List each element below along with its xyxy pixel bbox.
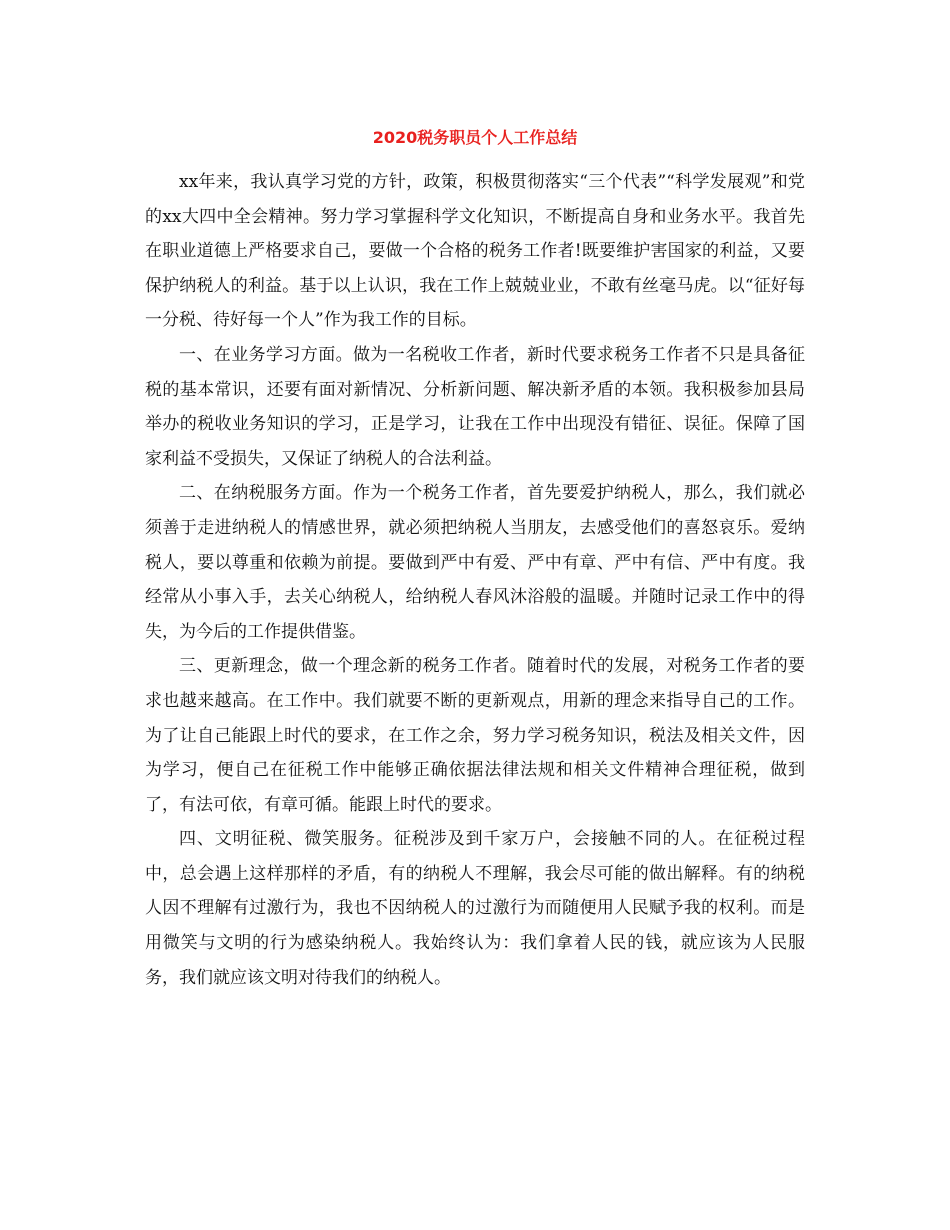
paragraph-update-concepts: 三、更新理念，做一个理念新的税务工作者。随着时代的发展，对税务工作者的要求也越来越高。在工作中。我们就要不断的更新观点，用新的理念来指导自己的工作。为了让自己能跟上时代的要求，在工作之余，努力学习税务知识，税法及相关文件，因为学习，便自己在征税工作中能够正确依据法律法规和相关文件精神合理征税，做到了，有法可依，有章可循。能跟上时代的要求。 (145, 656, 805, 815)
document-title: 2020税务职员个人工作总结 (372, 128, 578, 147)
paragraph-intro: xx年来，我认真学习党的方针，政策，积极贯彻落实“三个代表”“科学发展观”和党的xx大四中全会精神。努力学习掌握科学文化知识，不断提高自身和业务水平。我首先在职业道德上严格要求自己，要做一个合格的税务工作者!既要维护害国家的利益，又要保护纳税人的利益。基于以上认识，我在工作上兢兢业业，不敢有丝毫马虎。以“征好每一分税、待好每一个人”作为我工作的目标。 (145, 172, 805, 331)
paragraph-civilized-taxation: 四、文明征税、微笑服务。征税涉及到千家万户，会接触不同的人。在征税过程中，总会遇上这样那样的矛盾，有的纳税人不理解，我会尽可能的做出解释。有的纳税人因不理解有过激行为，我也不因纳税人的过激行为而随便用人民赋予我的权利。而是用微笑与文明的行为感染纳税人。我始终认为：我们拿着人民的钱，就应该为人民服务，我们就应该文明对待我们的纳税人。 (145, 829, 805, 988)
paragraph-taxpayer-service: 二、在纳税服务方面。作为一个税务工作者，首先要爱护纳税人，那么，我们就必须善于走进纳税人的情感世界，就必须把纳税人当朋友，去感受他们的喜怒哀乐。爱纳税人，要以尊重和依赖为前提。要做到严中有爱、严中有章、严中有信、严中有度。我经常从小事入手，去关心纳税人，给纳税人春风沐浴般的温暖。并随时记录工作中的得失，为今后的工作提供借鉴。 (145, 483, 805, 642)
paragraph-business-study: 一、在业务学习方面。做为一名税收工作者，新时代要求税务工作者不只是具备征税的基本常识，还要有面对新情况、分析新问题、解决新矛盾的本领。我积极参加县局举办的税收业务知识的学习，正是学习，让我在工作中出现没有错征、误征。保障了国家利益不受损失，又保证了纳税人的合法利益。 (145, 344, 805, 469)
document-body (145, 165, 805, 995)
